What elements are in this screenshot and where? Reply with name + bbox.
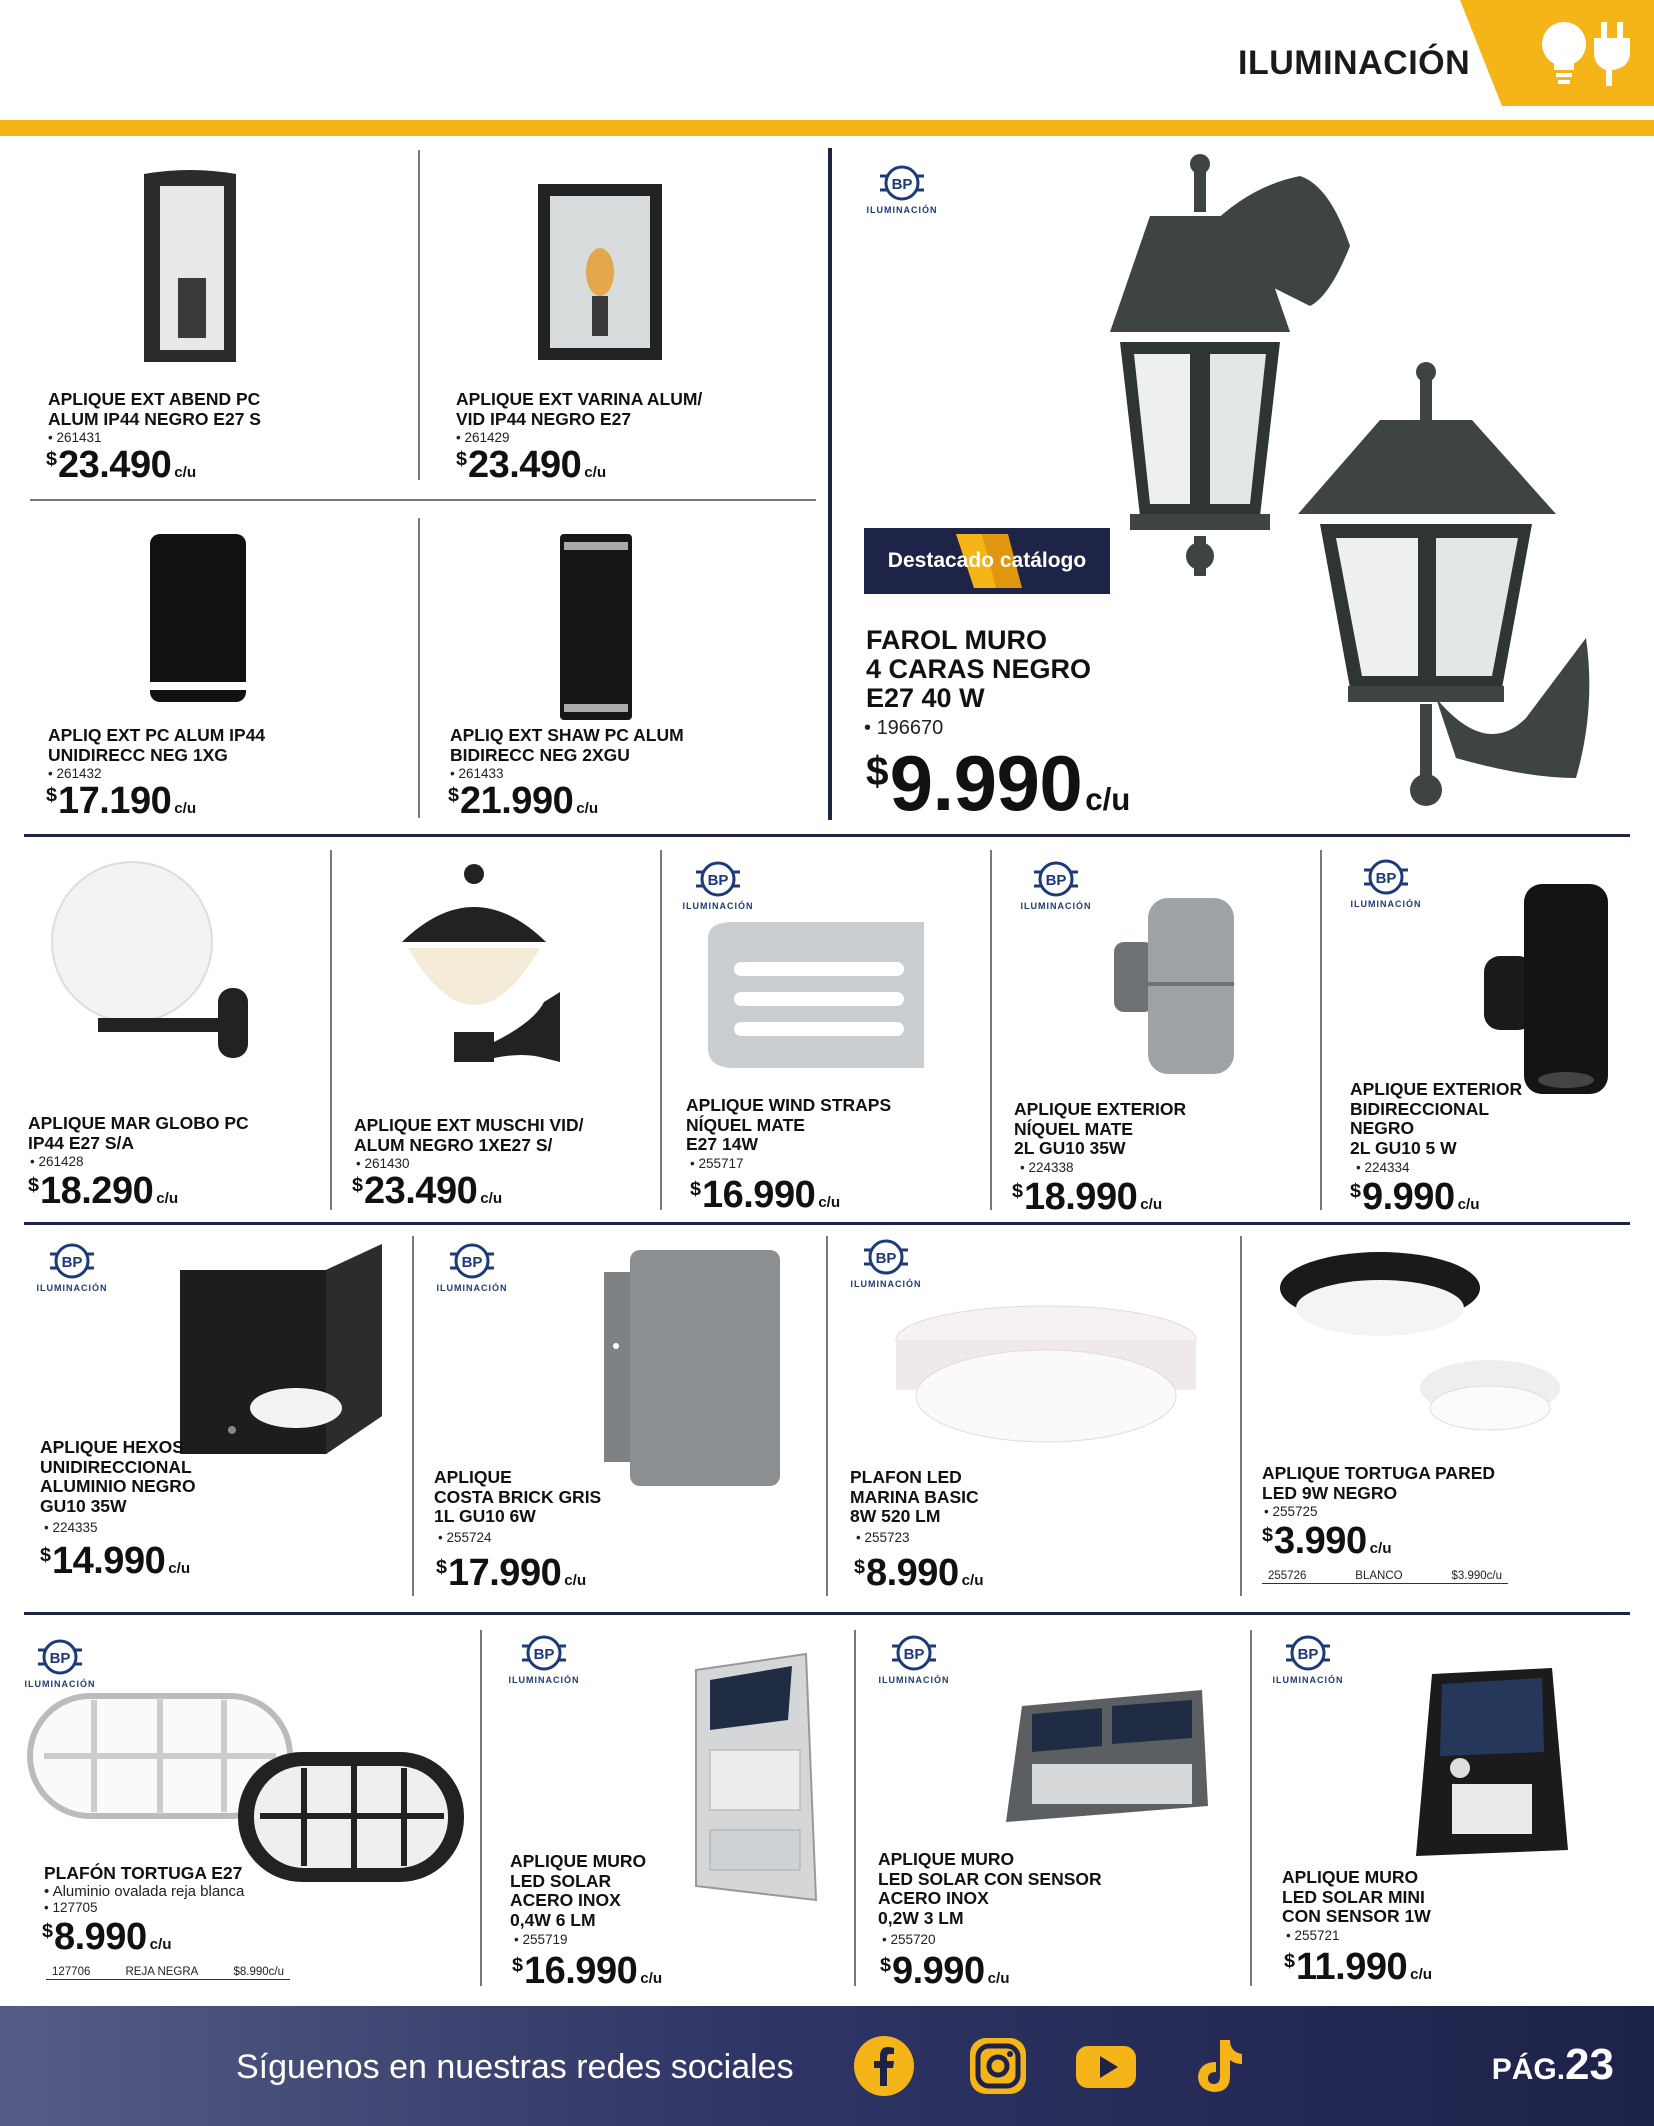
- product-price: $23.490 c/u: [456, 444, 607, 486]
- bp-logo-icon: [1364, 858, 1408, 896]
- bp-logo-icon: [50, 1242, 94, 1280]
- svg-text:BP: BP: [533, 1646, 555, 1663]
- variant-price: $3.990c/u: [1451, 1570, 1502, 1582]
- svg-text:BP: BP: [1375, 870, 1397, 887]
- bp-logo: BP ILUMINACIÓN: [1272, 1632, 1344, 1692]
- svg-text:BP: BP: [461, 1254, 483, 1271]
- svg-text:BP: BP: [903, 1646, 925, 1663]
- divider: [1250, 1630, 1252, 1986]
- bp-logo-icon: [880, 164, 924, 202]
- product-name: APLIQUE HEXOS UNIDIRECCIONAL ALUMINIO NEGRO GU10 35W: [40, 1437, 196, 1516]
- divider: [990, 850, 992, 1210]
- social-prompt: Síguenos en nuestras redes sociales: [236, 2048, 794, 2086]
- wall-light-image: [556, 530, 636, 724]
- facebook-icon[interactable]: [852, 2034, 916, 2098]
- footer: [0, 2006, 1654, 2126]
- product-price: $8.990 c/u: [854, 1552, 984, 1594]
- product-price: $16.990 c/u: [690, 1174, 841, 1216]
- product-code: • 127705: [44, 1900, 98, 1916]
- product-code: • 224338: [1020, 1160, 1074, 1176]
- bp-logo: BP ILUMINACIÓN: [850, 1236, 922, 1296]
- product-code: • 224335: [44, 1520, 98, 1536]
- divider: [24, 834, 1630, 837]
- featured-code: • 196670: [864, 720, 943, 736]
- tortoise-wall-light-image: [1276, 1248, 1576, 1448]
- divider: [826, 1236, 828, 1596]
- bp-logo: BP ILUMINACIÓN: [36, 1240, 108, 1300]
- bp-logo: BP ILUMINACIÓN: [508, 1632, 580, 1692]
- wall-light-image: [704, 918, 948, 1084]
- product-code: • 261429: [456, 430, 510, 446]
- product-name: PLAFON LED MARINA BASIC 8W 520 LM: [850, 1467, 979, 1526]
- product-code: • 255725: [1264, 1504, 1318, 1520]
- featured-badge: Destacado catálogo: [864, 528, 1110, 594]
- svg-text:BP: BP: [49, 1650, 71, 1667]
- product-name: APLIQUE EXT VARINA ALUM/ VID IP44 NEGRO E27: [456, 389, 703, 429]
- solar-sensor-wall-light-image: [1412, 1664, 1572, 1860]
- product-name: PLAFÓN TORTUGA E27: [44, 1863, 243, 1883]
- bp-logo-icon: [1034, 860, 1078, 898]
- product-code: • 261430: [356, 1156, 410, 1172]
- product-name: APLIQUE MURO LED SOLAR CON SENSOR ACERO INOX 0,2W 3 LM: [878, 1849, 1102, 1928]
- divider: [418, 150, 420, 480]
- product-name: APLIQUE EXTERIOR NÍQUEL MATE 2L GU10 35W: [1014, 1099, 1187, 1158]
- product-name: APLIQUE TORTUGA PARED LED 9W NEGRO: [1262, 1463, 1496, 1503]
- divider: [480, 1630, 482, 1986]
- cylinder-wall-light-image: [1110, 892, 1246, 1078]
- product-name: APLIQUE COSTA BRICK GRIS 1L GU10 6W: [434, 1467, 602, 1526]
- product-name: APLIQ EXT PC ALUM IP44 UNIDIRECC NEG 1XG: [48, 725, 266, 765]
- youtube-icon[interactable]: [1074, 2034, 1138, 2098]
- product-name: APLIQUE MURO LED SOLAR ACERO INOX 0,4W 6 LM: [510, 1851, 647, 1930]
- product-name: APLIQUE MURO LED SOLAR MINI CON SENSOR 1W: [1282, 1867, 1431, 1926]
- bp-logo: BP ILUMINACIÓN: [436, 1240, 508, 1300]
- section-title: ILUMINACIÓN: [1238, 44, 1471, 82]
- product-price: $18.990 c/u: [1012, 1176, 1163, 1218]
- featured-price: $9.990c/u: [866, 739, 1131, 827]
- bp-logo-icon: [450, 1242, 494, 1280]
- divider: [330, 850, 332, 1210]
- divider: [418, 518, 420, 818]
- lamp-wall-light-image: [394, 862, 580, 1086]
- product-code: • 261432: [48, 766, 102, 782]
- product-price: $14.990 c/u: [40, 1540, 191, 1582]
- bp-logo-icon: [38, 1638, 82, 1676]
- bp-logo-icon: [1286, 1634, 1330, 1672]
- product-price: $8.990 c/u: [42, 1916, 172, 1958]
- oval-ceiling-light-image: [24, 1690, 470, 1886]
- product-code: • 255719: [514, 1932, 568, 1948]
- lantern-image: [1296, 358, 1596, 818]
- bp-logo: BP ILUMINACIÓN: [878, 1632, 950, 1692]
- divider: [854, 1630, 856, 1986]
- divider: [660, 850, 662, 1210]
- bp-logo: BP ILUMINACIÓN: [866, 162, 938, 222]
- product-price: $11.990 c/u: [1284, 1946, 1433, 1988]
- ceiling-light-image: [890, 1300, 1202, 1450]
- divider: [24, 1222, 1630, 1225]
- product-price: $9.990 c/u: [880, 1950, 1010, 1992]
- cube-wall-light-image: [176, 1240, 386, 1458]
- tiktok-icon[interactable]: [1186, 2034, 1250, 2098]
- lighting-category-icon: [1460, 0, 1654, 106]
- divider: [412, 1236, 414, 1596]
- svg-text:BP: BP: [61, 1254, 83, 1271]
- svg-text:BP: BP: [891, 176, 913, 193]
- solar-wall-light-image: [1002, 1686, 1212, 1826]
- bp-logo-icon: [892, 1634, 936, 1672]
- product-price: $21.990 c/u: [448, 780, 599, 822]
- product-price: $18.290 c/u: [28, 1170, 179, 1212]
- bp-logo-icon: [522, 1634, 566, 1672]
- product-code: • 261428: [30, 1154, 84, 1170]
- wall-light-image: [146, 530, 250, 706]
- variant-label: REJA NEGRA: [125, 1966, 199, 1978]
- divider: [24, 1612, 1630, 1615]
- product-price: $23.490 c/u: [46, 444, 197, 486]
- bp-logo: BP ILUMINACIÓN: [1020, 858, 1092, 918]
- variant-price: $8.990c/u: [233, 1966, 284, 1978]
- divider: [1240, 1236, 1242, 1596]
- product-price: $16.990 c/u: [512, 1950, 663, 1992]
- bp-logo: BP ILUMINACIÓN: [24, 1636, 96, 1696]
- product-code: • 261431: [48, 430, 102, 446]
- product-price: $17.190 c/u: [46, 780, 197, 822]
- product-name: APLIQUE MAR GLOBO PC IP44 E27 S/A: [28, 1113, 249, 1153]
- svg-text:BP: BP: [1045, 872, 1067, 889]
- product-name: APLIQUE EXTERIOR BIDIRECCIONAL NEGRO 2L GU10 5 W: [1350, 1079, 1523, 1158]
- product-code: • 255717: [690, 1156, 744, 1172]
- product-code: • 255721: [1286, 1928, 1340, 1944]
- cylinder-wall-light-image: [1480, 880, 1616, 1100]
- variant-code: 127706: [52, 1966, 91, 1978]
- wall-light-image: [534, 180, 666, 364]
- product-code: • 255724: [438, 1530, 492, 1546]
- product-name: APLIQUE EXT ABEND PC ALUM IP44 NEGRO E27 S: [48, 389, 261, 429]
- product-price: $3.990 c/u: [1262, 1520, 1392, 1562]
- bp-logo: BP ILUMINACIÓN: [682, 858, 754, 918]
- product-price: $23.490 c/u: [352, 1170, 503, 1212]
- variant-label: BLANCO: [1355, 1570, 1403, 1582]
- brick-wall-light-image: [600, 1246, 786, 1490]
- svg-text:BP: BP: [1297, 1646, 1319, 1663]
- svg-text:BP: BP: [875, 1250, 897, 1267]
- header-accent-bar: [0, 120, 1654, 136]
- featured-name: FAROL MURO 4 CARAS NEGRO E27 40 W: [866, 625, 1092, 713]
- variant-row: [46, 1960, 290, 1980]
- bp-logo-icon: [864, 1238, 908, 1276]
- product-detail: • Aluminio ovalada reja blanca: [44, 1884, 244, 1900]
- divider: [1320, 850, 1322, 1210]
- product-code: • 255720: [882, 1932, 936, 1948]
- bp-logo-icon: [696, 860, 740, 898]
- divider: [30, 499, 816, 501]
- svg-text:BP: BP: [707, 872, 729, 889]
- product-name: APLIQUE WIND STRAPS NÍQUEL MATE E27 14W: [686, 1095, 892, 1154]
- bp-logo: BP ILUMINACIÓN: [1350, 856, 1422, 916]
- variant-row: [1262, 1564, 1508, 1584]
- variant-code: 255726: [1268, 1570, 1307, 1582]
- instagram-icon[interactable]: [966, 2034, 1030, 2098]
- product-name: APLIQUE EXT MUSCHI VID/ ALUM NEGRO 1XE27 S/: [354, 1115, 584, 1155]
- product-name: APLIQ EXT SHAW PC ALUM BIDIRECC NEG 2XGU: [450, 725, 684, 765]
- divider: [828, 148, 832, 820]
- solar-wall-light-image: [676, 1650, 820, 1910]
- product-price: $9.990 c/u: [1350, 1176, 1480, 1218]
- product-price: $17.990 c/u: [436, 1552, 587, 1594]
- product-code: • 261433: [450, 766, 504, 782]
- page-number: PÁG.23: [1491, 2040, 1614, 2089]
- product-code: • 224334: [1356, 1160, 1410, 1176]
- globe-wall-light-image: [48, 858, 262, 1058]
- product-code: • 255723: [856, 1530, 910, 1546]
- wall-light-image: [130, 168, 250, 368]
